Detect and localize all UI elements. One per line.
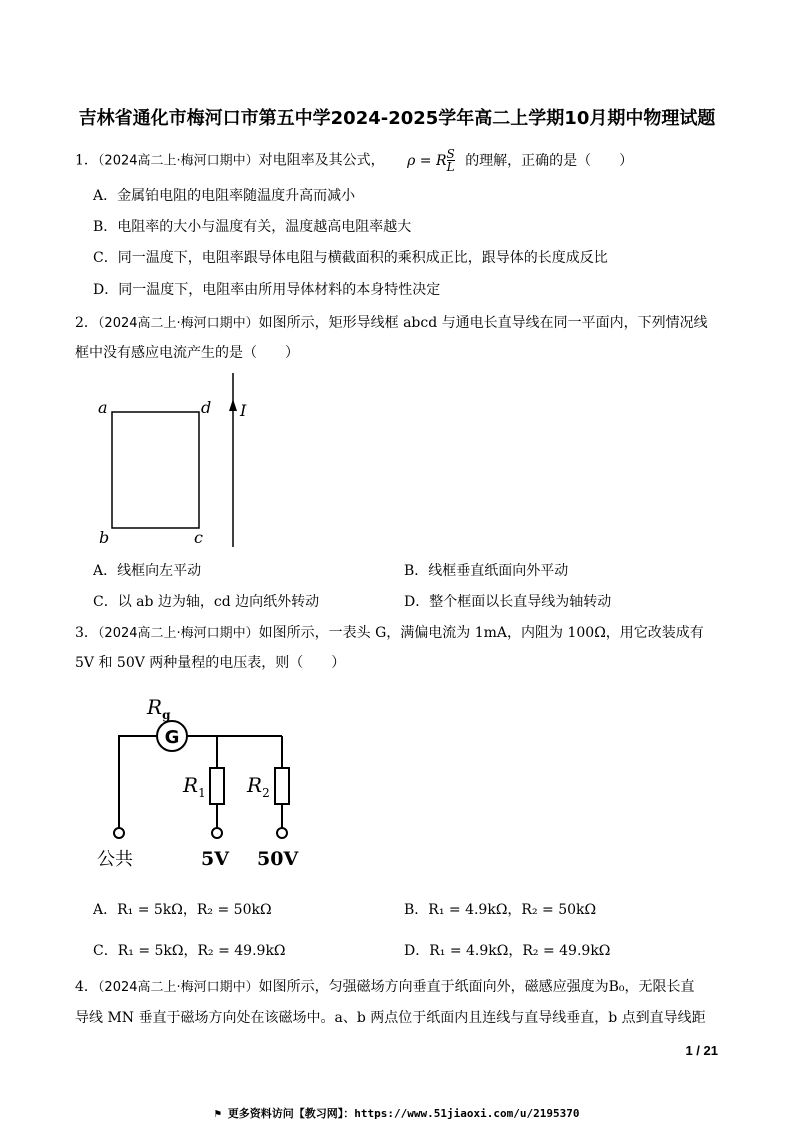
flag-icon: ⚑ bbox=[214, 1107, 228, 1120]
label-d: d bbox=[201, 398, 212, 417]
question-source: （2024高二上·梅河口期中） bbox=[97, 980, 259, 995]
terminal-50v bbox=[277, 828, 287, 838]
option-d[interactable]: D．整个框面以长直导线为轴转动 bbox=[404, 594, 612, 610]
question-source: （2024高二上·梅河口期中） bbox=[97, 316, 259, 331]
question-3-stem bbox=[75, 623, 704, 644]
option-c[interactable]: C．同一温度下，电阻率跟导体电阻与横截面积的乘积成正比，跟导体的长度成反比 bbox=[93, 250, 608, 266]
wire bbox=[119, 736, 157, 828]
question-3-stem-line2: 5V 和 50V 两种量程的电压表，则（ ） bbox=[75, 655, 346, 671]
question-2-stem bbox=[75, 313, 708, 334]
option-b[interactable]: B．线框垂直纸面向外平动 bbox=[404, 563, 569, 579]
resistor-r2 bbox=[275, 768, 289, 804]
question-text: 如图所示，矩形导线框 abcd 与通电长直导线在同一平面内，下列情况线 bbox=[258, 315, 708, 331]
question-1-stem bbox=[75, 148, 633, 173]
question-number: 1． bbox=[75, 152, 98, 169]
option-d[interactable]: D．R₁ = 4.9kΩ，R₂ = 49.9kΩ bbox=[404, 943, 611, 959]
current-arrow-icon bbox=[229, 399, 237, 411]
question-number: 4． bbox=[75, 979, 98, 995]
question-text: 的理解，正确的是（ ） bbox=[465, 152, 634, 169]
option-a[interactable]: A．R₁ = 5kΩ，R₂ = 50kΩ bbox=[93, 902, 272, 918]
question-source: （2024高二上·梅河口期中） bbox=[97, 153, 259, 169]
label-current: I bbox=[240, 401, 247, 420]
galvanometer-label: G bbox=[164, 727, 180, 748]
option-c[interactable]: C．以 ab 边为轴，cd 边向纸外转动 bbox=[93, 594, 320, 610]
formula: ρ = R $\frac{S}{L}$ bbox=[407, 147, 455, 174]
label-5v: 5V bbox=[201, 848, 229, 870]
question-text: 对电阻率及其公式， bbox=[258, 152, 385, 169]
page-title: 吉林省通化市梅河口市第五中学2024-2025学年高二上学期10月期中物理试题 bbox=[78, 108, 716, 129]
wire-frame-diagram bbox=[95, 365, 255, 555]
option-a[interactable]: A．线框向左平动 bbox=[93, 563, 202, 579]
label-r1: $R_1$ bbox=[183, 773, 206, 800]
rectangular-frame bbox=[112, 412, 199, 528]
label-50v: 50V bbox=[257, 848, 299, 870]
option-c[interactable]: C．R₁ = 5kΩ，R₂ = 49.9kΩ bbox=[93, 943, 286, 959]
terminal-5v bbox=[212, 828, 222, 838]
label-a: a bbox=[98, 398, 108, 417]
label-b: b bbox=[99, 528, 110, 547]
option-d[interactable]: D．同一温度下，电阻率由所用导体材料的本身特性决定 bbox=[93, 282, 441, 298]
label-rg: $R_g$ bbox=[147, 695, 171, 722]
label-common: 公共 bbox=[97, 849, 133, 870]
terminal-common bbox=[114, 828, 124, 838]
question-4-stem-line2: 导线 MN 垂直于磁场方向处在该磁场中。a、b 两点位于纸面内且连线与直导线垂直，b 点到直导线距 bbox=[75, 1010, 706, 1026]
question-source: （2024高二上·梅河口期中） bbox=[97, 626, 259, 641]
voltmeter-circuit-diagram bbox=[95, 688, 325, 873]
resistor-r1 bbox=[210, 768, 224, 804]
option-b[interactable]: B．电阻率的大小与温度有关，温度越高电阻率越大 bbox=[93, 219, 412, 235]
option-b[interactable]: B．R₁ = 4.9kΩ，R₂ = 50kΩ bbox=[404, 902, 597, 918]
footer-link[interactable]: ⚑ 更多资料访问【教习网】：https://www.51jiaoxi.com/u/2195370 bbox=[214, 1107, 580, 1120]
question-number: 3． bbox=[75, 625, 98, 641]
question-text: 如图所示，匀强磁场方向垂直于纸面向外，磁感应强度为B₀，无限长直 bbox=[258, 979, 695, 995]
question-4-stem bbox=[75, 977, 695, 998]
page-number: 1 / 21 bbox=[685, 1043, 718, 1058]
label-r2: $R_2$ bbox=[247, 773, 270, 800]
question-2-stem-line2: 框中没有感应电流产生的是（ ） bbox=[75, 345, 299, 361]
option-a[interactable]: A．金属铂电阻的电阻率随温度升高而减小 bbox=[93, 188, 356, 204]
question-text: 如图所示，一表头 G，满偏电流为 1mA，内阻为 100Ω，用它改装成有 bbox=[258, 625, 704, 641]
question-number: 2． bbox=[75, 315, 98, 331]
label-c: c bbox=[194, 528, 203, 547]
